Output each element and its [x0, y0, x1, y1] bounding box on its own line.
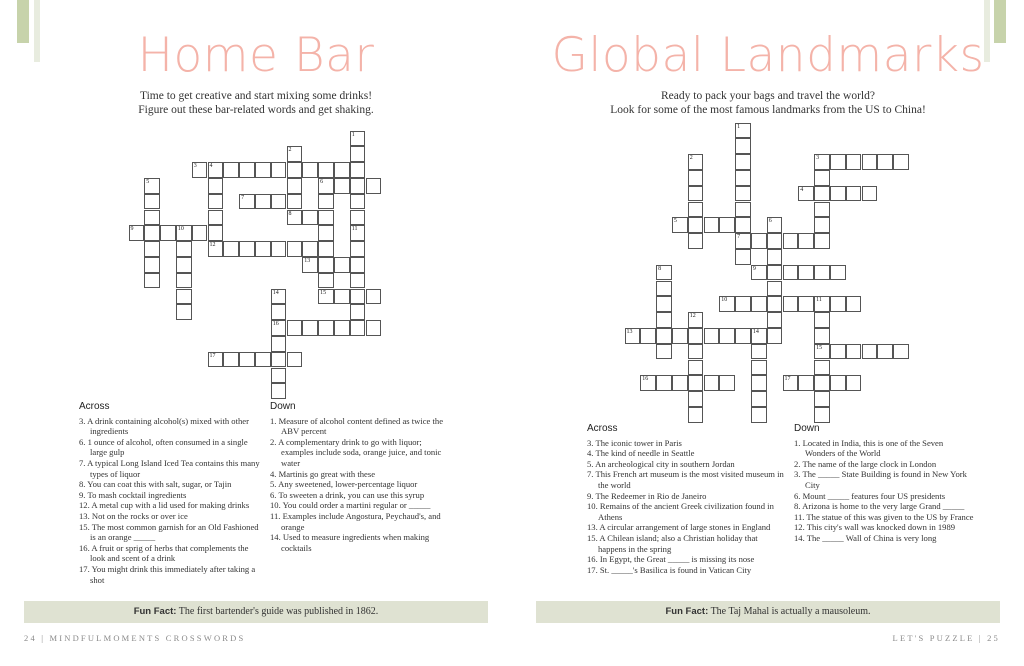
crossword-cell[interactable]	[366, 289, 382, 305]
crossword-cell[interactable]	[223, 162, 239, 178]
crossword-cell[interactable]	[255, 194, 271, 210]
crossword-cell[interactable]	[208, 194, 224, 210]
down-clues	[270, 402, 455, 553]
crossword-cell[interactable]	[334, 320, 350, 336]
across-clue-list	[587, 438, 787, 576]
page-footer: 24 | MINDFULMOMENTS CROSSWORDS	[24, 633, 246, 643]
clue-number: 2	[288, 147, 292, 154]
crossword-cell[interactable]	[751, 265, 767, 281]
crossword-cell[interactable]	[318, 273, 334, 289]
crossword-cell[interactable]	[767, 233, 783, 249]
crossword-cell[interactable]	[783, 233, 799, 249]
clue-item: 12. This city's wall was knocked down in 1989	[794, 522, 956, 533]
clue-item: 6. To sweeten a drink, you can use this syrup	[270, 489, 425, 500]
crossword-cell[interactable]	[877, 344, 893, 360]
clue-number: 13	[304, 257, 311, 264]
crossword-cell[interactable]	[830, 154, 846, 170]
crossword-cell[interactable]	[688, 344, 704, 360]
clue-item: 9. To mash cocktail ingredients	[79, 489, 187, 500]
puzzle-intro-line-2: Look for some of the most famous landmarks from the US to China!	[610, 104, 926, 116]
crossword-cell[interactable]	[255, 241, 271, 257]
clue-number: 8	[658, 265, 662, 272]
clue-item: 11. The statue of this was given to the US by France	[794, 511, 974, 522]
crossword-cell[interactable]	[798, 186, 814, 202]
crossword-cell[interactable]	[688, 202, 704, 218]
crossword-cell[interactable]	[751, 375, 767, 391]
clue-item: 2. A complementary drink to go with liquor; examples include soda, orange juice, and tonic water	[270, 436, 442, 468]
clue-number: 7	[241, 194, 245, 201]
crossword-cell[interactable]	[318, 241, 334, 257]
crossword-cell[interactable]	[255, 352, 271, 368]
crossword-cell[interactable]	[751, 391, 767, 407]
crossword-cell[interactable]	[176, 257, 192, 273]
clue-item: 17. St. _____'s Basilica is found in Vatican City	[587, 564, 752, 575]
crossword-cell[interactable]	[223, 352, 239, 368]
crossword-cell[interactable]	[783, 375, 799, 391]
crossword-cell[interactable]	[129, 225, 145, 241]
crossword-cell[interactable]	[287, 210, 303, 226]
crossword-cell[interactable]	[271, 162, 287, 178]
clue-number: 12	[209, 242, 216, 249]
clue-item: 4. Martinis go great with these	[270, 468, 376, 479]
crossword-cell[interactable]	[735, 217, 751, 233]
crossword-cell[interactable]	[160, 225, 176, 241]
clue-item: 13. Not on the rocks or over ice	[79, 510, 188, 521]
clue-item: 13. A circular arrangement of large stones in England	[587, 522, 771, 533]
crossword-cell[interactable]	[656, 296, 672, 312]
crossword-cell[interactable]	[350, 320, 366, 336]
clue-item: 8. You can coat this with salt, sugar, or Tajin	[79, 479, 232, 490]
clue-number: 13	[626, 328, 633, 335]
crossword-cell[interactable]	[287, 146, 303, 162]
clue-item: 12. A metal cup with a lid used for making drinks	[79, 500, 250, 511]
clue-number: 5	[146, 178, 150, 185]
clue-item: 15. The most common garnish for an Old Fashioned is an orange _____	[79, 521, 259, 543]
across-heading: Across	[79, 401, 110, 412]
across-clues	[79, 402, 264, 585]
clue-number: 11	[816, 297, 822, 304]
crossword-cell[interactable]	[176, 273, 192, 289]
crossword-cell[interactable]	[350, 178, 366, 194]
clue-number: 10	[177, 226, 184, 233]
clue-item: 3. A drink containing alcohol(s) mixed with other ingredients	[79, 415, 249, 437]
crossword-cell[interactable]	[814, 233, 830, 249]
crossword-cell[interactable]	[751, 296, 767, 312]
crossword-cell[interactable]	[656, 265, 672, 281]
clue-number: 3	[816, 155, 820, 162]
clue-item: 15. A Chilean island; also a Christian holiday that happens in the spring	[587, 532, 758, 554]
clue-number: 8	[288, 210, 292, 217]
crossword-cell[interactable]	[814, 296, 830, 312]
clue-item: 11. Examples include Angostura, Peychaud's, and orange	[270, 510, 441, 532]
clue-item: 1. Located in India, this is one of the Seven Wonders of the World	[794, 437, 944, 459]
clue-item: 14. The _____ Wall of China is very long	[794, 532, 937, 543]
crossword-cell[interactable]	[830, 375, 846, 391]
crossword-cell[interactable]	[271, 368, 287, 384]
crossword-cell[interactable]	[318, 210, 334, 226]
crossword-cell[interactable]	[814, 154, 830, 170]
crossword-cell[interactable]	[144, 225, 160, 241]
crossword-cell[interactable]	[208, 178, 224, 194]
crossword-cell[interactable]	[271, 194, 287, 210]
crossword-cell[interactable]	[735, 249, 751, 265]
clue-item: 16. In Egypt, the Great _____ is missing its nose	[587, 554, 755, 565]
crossword-cell[interactable]	[208, 210, 224, 226]
crossword-cell[interactable]	[144, 210, 160, 226]
crossword-cell[interactable]	[814, 391, 830, 407]
crossword-cell[interactable]	[751, 233, 767, 249]
crossword-cell[interactable]	[640, 375, 656, 391]
crossword-cell[interactable]	[176, 241, 192, 257]
puzzle-title: Home Bar	[137, 28, 375, 83]
clue-number: 12	[689, 313, 696, 320]
clue-item: 10. Remains of the ancient Greek civilization found in Athens	[587, 501, 774, 522]
crossword-cell[interactable]	[334, 257, 350, 273]
clue-number: 17	[209, 352, 216, 359]
crossword-cell[interactable]	[318, 194, 334, 210]
clue-number: 5	[673, 218, 677, 225]
clue-number: 6	[320, 178, 324, 185]
crossword-cell[interactable]	[830, 186, 846, 202]
puzzle-intro-line-1: Ready to pack your bags and travel the world?	[661, 90, 875, 102]
crossword-cell[interactable]	[350, 194, 366, 210]
crossword-cell[interactable]	[704, 375, 720, 391]
crossword-cell[interactable]	[719, 296, 735, 312]
crossword-cell[interactable]	[893, 344, 909, 360]
crossword-cell[interactable]	[176, 289, 192, 305]
crossword-cell[interactable]	[814, 202, 830, 218]
clue-number: 9	[130, 226, 134, 233]
crossword-cell[interactable]	[334, 178, 350, 194]
crossword-cell[interactable]	[735, 186, 751, 202]
crossword-cell[interactable]	[877, 154, 893, 170]
crossword-cell[interactable]	[893, 154, 909, 170]
crossword-cell[interactable]	[334, 289, 350, 305]
crossword-cell[interactable]	[814, 375, 830, 391]
crossword-cell[interactable]	[255, 162, 271, 178]
clue-number: 1	[737, 123, 741, 130]
crossword-cell[interactable]	[814, 344, 830, 360]
across-clue-list	[79, 416, 264, 586]
crossword-cell[interactable]	[625, 328, 641, 344]
crossword-cell[interactable]	[287, 194, 303, 210]
fun-fact-label: Fun Fact:	[133, 606, 177, 617]
clue-number: 1	[351, 131, 355, 138]
crossword-cell[interactable]	[656, 375, 672, 391]
crossword-cell[interactable]	[846, 344, 862, 360]
crossword-cell[interactable]	[239, 162, 255, 178]
crossword-cell[interactable]	[302, 320, 318, 336]
crossword-cell[interactable]	[846, 186, 862, 202]
crossword-cell[interactable]	[350, 257, 366, 273]
crossword-cell[interactable]	[302, 162, 318, 178]
crossword-cell[interactable]	[767, 281, 783, 297]
crossword-cell[interactable]	[688, 391, 704, 407]
clue-item: 2. The name of the large clock in London	[794, 458, 937, 469]
crossword-cell[interactable]	[366, 320, 382, 336]
across-clues	[587, 424, 787, 575]
crossword-cell[interactable]	[767, 328, 783, 344]
crossword-cell[interactable]	[751, 328, 767, 344]
crossword-cell[interactable]	[735, 154, 751, 170]
page-footer: LET'S PUZZLE | 25	[892, 633, 1000, 643]
crossword-cell[interactable]	[350, 273, 366, 289]
crossword-cell[interactable]	[735, 123, 751, 139]
clue-item: 4. The kind of needle in Seattle	[587, 448, 695, 459]
crossword-cell[interactable]	[751, 360, 767, 376]
crossword-cell[interactable]	[688, 328, 704, 344]
down-clue-list	[270, 416, 455, 554]
crossword-cell[interactable]	[862, 186, 878, 202]
clue-item: 16. A fruit or sprig of herbs that complements the look and scent of a drink	[79, 542, 249, 564]
clue-item: 7. A typical Long Island Iced Tea contains this many types of liquor	[79, 457, 260, 479]
crossword-cell[interactable]	[350, 162, 366, 178]
crossword-cell[interactable]	[767, 249, 783, 265]
puzzle-intro-line-2: Figure out these bar-related words and get shaking.	[138, 104, 374, 116]
crossword-cell[interactable]	[767, 312, 783, 328]
crossword-cell[interactable]	[688, 154, 704, 170]
crossword-cell[interactable]	[287, 320, 303, 336]
crossword-cell[interactable]	[239, 194, 255, 210]
crossword-cell[interactable]	[223, 241, 239, 257]
clue-item: 8. Arizona is home to the very large Grand _____	[794, 501, 965, 512]
crossword-cell[interactable]	[814, 328, 830, 344]
clue-number: 14	[272, 289, 279, 296]
clue-item: 3. The _____ State Building is found in New York City	[794, 469, 967, 490]
crossword-cell[interactable]	[862, 344, 878, 360]
fun-fact-banner	[24, 601, 488, 623]
crossword-cell[interactable]	[798, 265, 814, 281]
crossword-cell[interactable]	[688, 233, 704, 249]
crossword-cell[interactable]	[656, 312, 672, 328]
down-heading: Down	[794, 423, 820, 434]
crossword-cell[interactable]	[271, 336, 287, 352]
crossword-cell[interactable]	[144, 273, 160, 289]
crossword-cell[interactable]	[208, 225, 224, 241]
crossword-cell[interactable]	[656, 344, 672, 360]
puzzle-intro-line-1: Time to get creative and start mixing some drinks!	[139, 90, 373, 102]
clue-number: 17	[784, 376, 791, 383]
clue-item: 5. Any sweetened, lower-percentage liquor	[270, 479, 418, 490]
crossword-cell[interactable]	[688, 312, 704, 328]
fun-fact-text: The Taj Mahal is actually a mausoleum.	[710, 606, 871, 617]
clue-number: 15	[320, 289, 327, 296]
crossword-cell[interactable]	[798, 375, 814, 391]
clue-number: 4	[209, 163, 213, 170]
crossword-cell[interactable]	[814, 217, 830, 233]
crossword-cell[interactable]	[318, 289, 334, 305]
crossword-cell[interactable]	[302, 257, 318, 273]
crossword-cell[interactable]	[144, 194, 160, 210]
clue-item: 1. Measure of alcohol content defined as twice the ABV percent	[270, 415, 444, 437]
crossword-cell[interactable]	[350, 241, 366, 257]
crossword-cell[interactable]	[751, 344, 767, 360]
clue-number: 15	[816, 344, 823, 351]
down-clues	[794, 424, 974, 544]
crossword-cell[interactable]	[814, 265, 830, 281]
crossword-cell[interactable]	[767, 296, 783, 312]
clue-item: 9. The Redeemer in Rio de Janeiro	[587, 490, 707, 501]
crossword-cell[interactable]	[830, 344, 846, 360]
crossword-cell[interactable]	[656, 281, 672, 297]
clue-number: 6	[768, 218, 772, 225]
crossword-cell[interactable]	[318, 320, 334, 336]
crossword-cell[interactable]	[688, 217, 704, 233]
crossword-cell[interactable]	[672, 375, 688, 391]
crossword-cell[interactable]	[767, 265, 783, 281]
puzzle-title: Global Landmarks	[551, 28, 985, 83]
crossword-cell[interactable]	[783, 265, 799, 281]
crossword-cell[interactable]	[208, 241, 224, 257]
crossword-cell[interactable]	[318, 178, 334, 194]
crossword-cell[interactable]	[719, 375, 735, 391]
crossword-cell[interactable]	[366, 178, 382, 194]
clue-number: 2	[689, 155, 693, 162]
crossword-cell[interactable]	[735, 328, 751, 344]
crossword-cell[interactable]	[350, 146, 366, 162]
crossword-cell[interactable]	[239, 352, 255, 368]
crossword-cell[interactable]	[735, 202, 751, 218]
crossword-cell[interactable]	[751, 407, 767, 423]
crossword-cell[interactable]	[318, 257, 334, 273]
crossword-cell[interactable]	[656, 328, 672, 344]
across-heading: Across	[587, 423, 618, 434]
crossword-cell[interactable]	[704, 328, 720, 344]
crossword-cell[interactable]	[814, 186, 830, 202]
crossword-cell[interactable]	[287, 162, 303, 178]
crossword-cell[interactable]	[271, 352, 287, 368]
crossword-cell[interactable]	[208, 352, 224, 368]
crossword-cell[interactable]	[719, 328, 735, 344]
crossword-cell[interactable]	[688, 360, 704, 376]
clue-item: 7. This French art museum is the most visited museum in the world	[587, 469, 784, 490]
crossword-cell[interactable]	[350, 210, 366, 226]
clue-item: 10. You could order a martini regular or _____	[270, 500, 431, 511]
crossword-cell[interactable]	[735, 138, 751, 154]
clue-number: 16	[642, 376, 649, 383]
fun-fact-label: Fun Fact:	[665, 606, 709, 617]
crossword-cell[interactable]	[318, 162, 334, 178]
down-heading: Down	[270, 401, 296, 412]
crossword-cell[interactable]	[350, 304, 366, 320]
crossword-cell[interactable]	[814, 360, 830, 376]
crossword-cell[interactable]	[350, 131, 366, 147]
clue-item: 17. You might drink this immediately after taking a shot	[79, 563, 256, 585]
crossword-cell[interactable]	[302, 241, 318, 257]
crossword-cell[interactable]	[719, 217, 735, 233]
crossword-cell[interactable]	[688, 186, 704, 202]
crossword-cell[interactable]	[350, 225, 366, 241]
crossword-cell[interactable]	[144, 257, 160, 273]
clue-number: 7	[737, 234, 741, 241]
crossword-cell[interactable]	[783, 296, 799, 312]
crossword-cell[interactable]	[192, 162, 208, 178]
crossword-cell[interactable]	[688, 375, 704, 391]
clue-item: 6. 1 ounce of alcohol, often consumed in a single large gulp	[79, 436, 248, 458]
clue-item: 5. An archeological city in southern Jordan	[587, 458, 735, 469]
fun-fact-banner	[536, 601, 1000, 623]
crossword-cell[interactable]	[334, 162, 350, 178]
crossword-cell[interactable]	[176, 225, 192, 241]
clue-number: 10	[721, 297, 728, 304]
crossword-cell[interactable]	[846, 154, 862, 170]
crossword-cell[interactable]	[271, 304, 287, 320]
crossword-cell[interactable]	[830, 296, 846, 312]
crossword-cell[interactable]	[798, 296, 814, 312]
crossword-cell[interactable]	[767, 217, 783, 233]
crossword-cell[interactable]	[208, 162, 224, 178]
clue-number: 14	[752, 328, 759, 335]
crossword-cell[interactable]	[144, 178, 160, 194]
crossword-cell[interactable]	[814, 170, 830, 186]
crossword-cell[interactable]	[814, 312, 830, 328]
fun-fact-text: The first bartender's guide was published in 1862.	[178, 606, 379, 617]
crossword-cell[interactable]	[271, 241, 287, 257]
crossword-cell[interactable]	[814, 407, 830, 423]
crossword-cell[interactable]	[688, 170, 704, 186]
crossword-cell[interactable]	[318, 225, 334, 241]
crossword-cell[interactable]	[287, 241, 303, 257]
right-page	[512, 0, 1024, 666]
clue-number: 4	[800, 186, 804, 193]
clue-item: 6. Mount _____ features four US presidents	[794, 490, 946, 501]
clue-item: 3. The iconic tower in Paris	[587, 437, 682, 448]
crossword-cell[interactable]	[672, 217, 688, 233]
crossword-cell[interactable]	[735, 233, 751, 249]
crossword-cell[interactable]	[271, 320, 287, 336]
clue-number: 11	[351, 226, 358, 233]
crossword-cell[interactable]	[302, 210, 318, 226]
crossword-cell[interactable]	[830, 265, 846, 281]
crossword-cell[interactable]	[862, 154, 878, 170]
crossword-cell[interactable]	[798, 233, 814, 249]
crossword-cell[interactable]	[144, 241, 160, 257]
crossword-cell[interactable]	[239, 241, 255, 257]
clue-item: 14. Used to measure ingredients when making cocktails	[270, 532, 430, 553]
down-clue-list	[794, 438, 974, 544]
crossword-cell[interactable]	[846, 375, 862, 391]
clue-number: 16	[272, 321, 279, 328]
crossword-cell[interactable]	[287, 178, 303, 194]
crossword-cell[interactable]	[287, 352, 303, 368]
crossword-cell[interactable]	[672, 328, 688, 344]
crossword-cell[interactable]	[688, 407, 704, 423]
clue-number: 9	[752, 265, 756, 272]
crossword-cell[interactable]	[846, 296, 862, 312]
clue-number: 3	[193, 163, 197, 170]
crossword-cell[interactable]	[704, 217, 720, 233]
crossword-cell[interactable]	[735, 170, 751, 186]
crossword-cell[interactable]	[640, 328, 656, 344]
crossword-cell[interactable]	[271, 289, 287, 305]
crossword-cell[interactable]	[271, 383, 287, 399]
crossword-cell[interactable]	[350, 289, 366, 305]
crossword-cell[interactable]	[176, 304, 192, 320]
crossword-cell[interactable]	[735, 296, 751, 312]
crossword-cell[interactable]	[192, 225, 208, 241]
